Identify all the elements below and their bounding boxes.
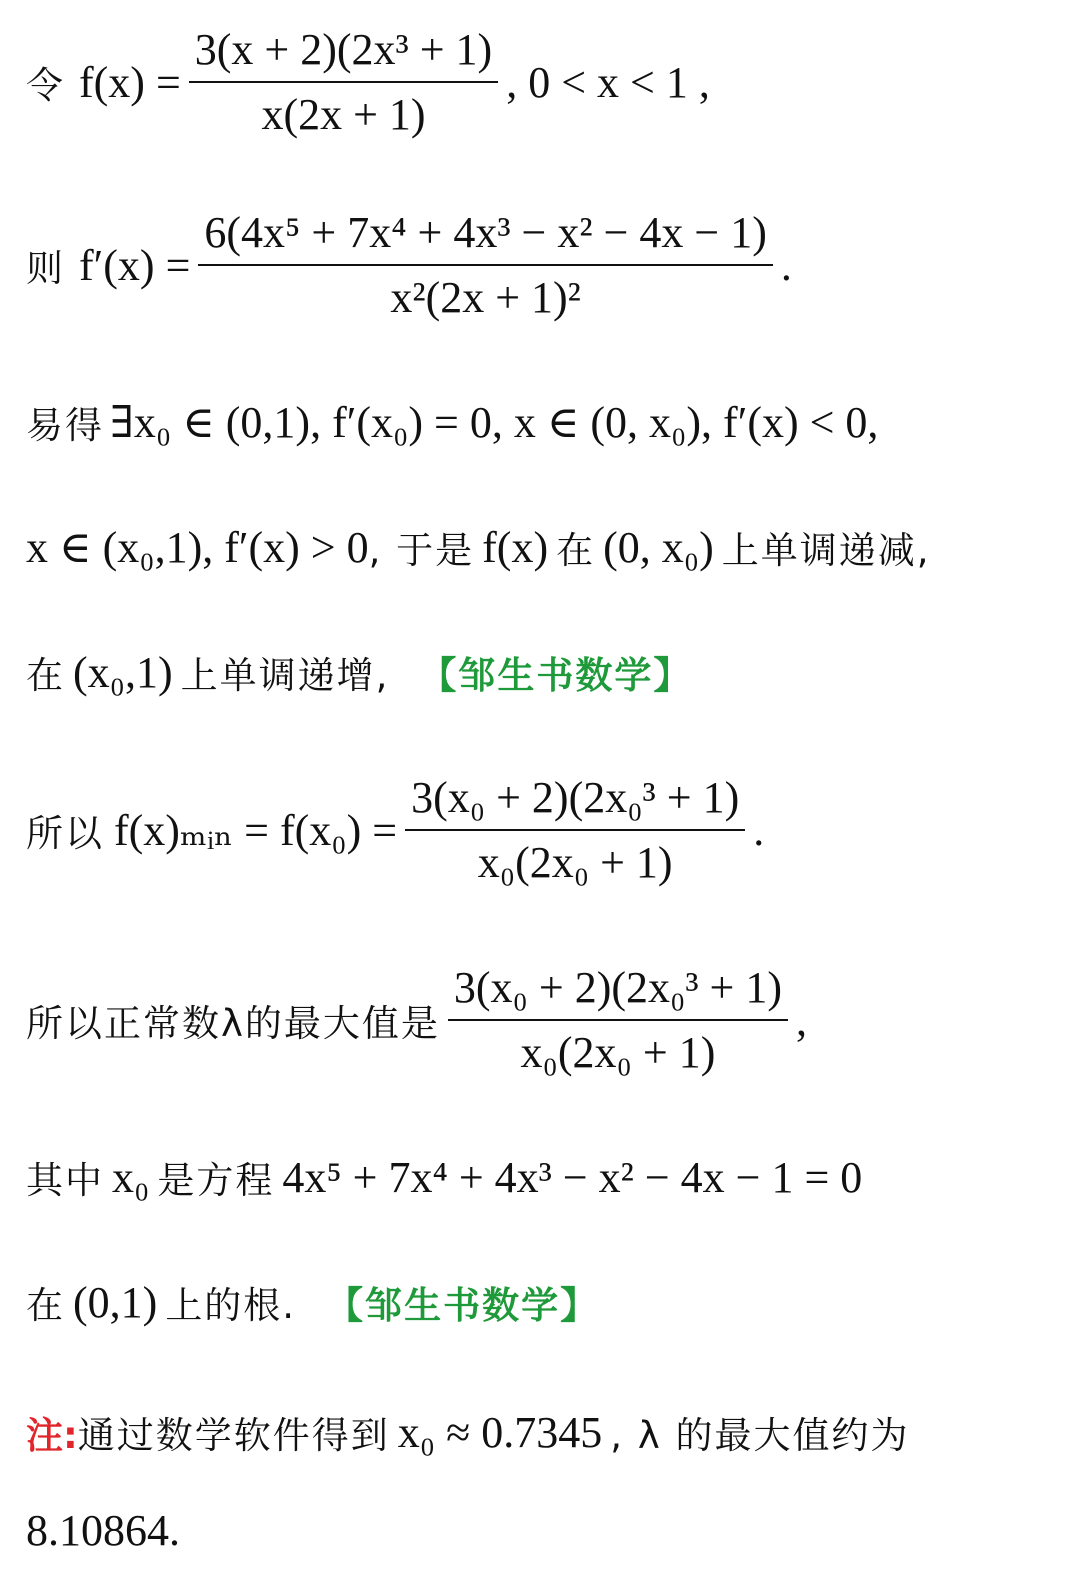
math-period: . (753, 805, 765, 855)
line-derivative (26, 205, 792, 325)
fraction-bar (448, 1019, 788, 1021)
fraction-bar (189, 81, 498, 83)
text-prefix: 所以 (26, 812, 104, 855)
line-monotonic-increase (26, 645, 692, 699)
text-note: 通过数学软件得到 (77, 1414, 390, 1457)
line-note (26, 1405, 909, 1459)
text-prefix: 易得 (26, 404, 104, 447)
watermark-tag: 【邹生书数学】 (419, 654, 693, 697)
line-define-f (26, 22, 710, 142)
fraction-denominator: x(2x + 1) (261, 90, 426, 139)
math-interval: (0, x₀) (603, 522, 714, 572)
line-monotonic-decrease (26, 520, 931, 574)
text-prefix: 所以正常数λ的最大值是 (26, 1002, 440, 1045)
math-domain: , 0 < x < 1 , (506, 57, 710, 107)
text-increasing: 上单调递增, (180, 654, 390, 697)
fraction-min (405, 770, 745, 890)
line-equation (26, 1150, 862, 1204)
math-interval: x ∈ (x₀,1), f′(x) > 0 (26, 522, 369, 572)
math-existence: ∃x₀ ∈ (0,1), f′(x₀) = 0, x ∈ (0, x₀), f′(x) < 0, (110, 397, 879, 447)
text-on: 在 (26, 654, 65, 697)
text-on: 在 (26, 1284, 65, 1327)
math-equation: 4x⁵ + 7x⁴ + 4x³ − x² − 4x − 1 = 0 (282, 1152, 863, 1202)
fraction-numerator: 3(x₀ + 2)(2x₀³ + 1) (453, 963, 783, 1012)
text-is-equation: 是方程 (157, 1159, 275, 1202)
math-lhs: f(x)ₘᵢₙ = f(x₀) = (114, 805, 398, 855)
line-max-lambda (26, 960, 807, 1080)
line-existence (26, 395, 878, 449)
text-then: , 于是 (368, 529, 475, 572)
note-label: 注: (26, 1414, 78, 1457)
fraction-numerator: 3(x + 2)(2x³ + 1) (194, 25, 493, 74)
math-lhs: f′(x) = (79, 240, 191, 290)
text-on: 在 (556, 529, 596, 572)
text-prefix: 令 (26, 64, 65, 107)
fraction-denominator: x₀(2x₀ + 1) (477, 838, 673, 887)
fraction-denominator: x₀(2x₀ + 1) (520, 1028, 716, 1077)
line-result (26, 1505, 180, 1556)
math-interval: (x₀,1) (73, 647, 173, 697)
math-interval: (0,1) (73, 1277, 158, 1327)
fraction-denominator: x²(2x + 1)² (390, 273, 581, 322)
fraction-f (189, 22, 498, 142)
math-comma: , (796, 995, 808, 1045)
fraction-numerator: 3(x₀ + 2)(2x₀³ + 1) (411, 773, 740, 822)
math-period: . (780, 240, 792, 290)
text-prefix: 则 (26, 247, 65, 290)
math-x0: x₀ (112, 1152, 150, 1202)
line-root (26, 1275, 599, 1329)
math-x0-approx: x₀ ≈ 0.7345 (397, 1407, 603, 1457)
text-decreasing: 上单调递减, (721, 529, 931, 572)
text-lambda-max: , λ 的最大值约为 (610, 1414, 910, 1457)
fraction-bar (198, 264, 772, 266)
fraction-derivative (198, 205, 772, 325)
math-fx: f(x) (482, 522, 549, 572)
line-minimum (26, 770, 764, 890)
fraction-bar (405, 829, 745, 831)
math-result-value: 8.10864. (26, 1506, 180, 1555)
text-root: 上的根. (165, 1284, 297, 1327)
watermark-tag: 【邹生书数学】 (326, 1284, 600, 1327)
text-where: 其中 (26, 1159, 104, 1202)
fraction-lambda (448, 960, 788, 1080)
math-lhs: f(x) = (79, 57, 181, 107)
fraction-numerator: 6(4x⁵ + 7x⁴ + 4x³ − x² − 4x − 1) (204, 208, 767, 257)
